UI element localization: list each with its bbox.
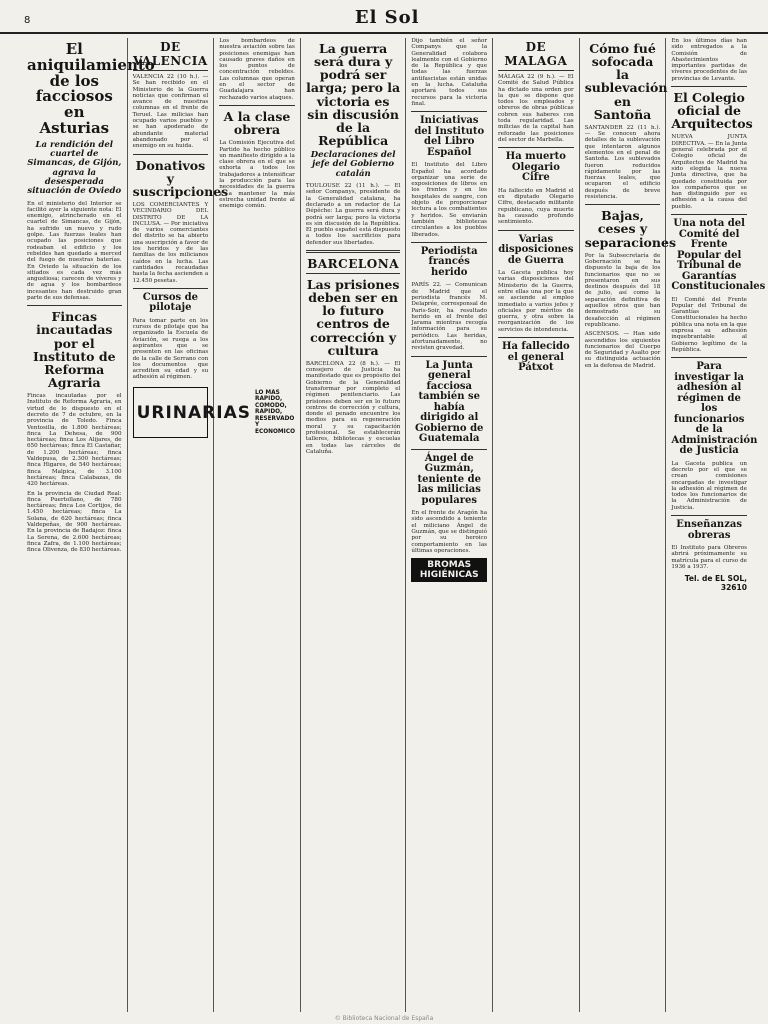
- headline-cifre: Ha muerto Olegario Cifre: [505, 151, 566, 184]
- headline-guatemala: La Junta general facciosa también se había dirigido al Gobierno de Guatemala: [415, 359, 484, 445]
- headline-arquitectos: El Colegio oficial de Arquitectos: [671, 90, 753, 132]
- headline-justicia: Para investigar la adhesión al régimen de los funcionarios de la Administración de Justicia: [671, 361, 758, 457]
- page-number: 8: [24, 15, 31, 26]
- headline-guerra: La guerra será dura y podrá ser larga; pero la victoria es sin discusión de la República: [306, 41, 401, 148]
- divider: [498, 230, 574, 231]
- headline-prisiones: Las prisiones deben ser en lo futuro centros de corrección y cultura: [306, 277, 400, 358]
- headline-libro: Iniciativas del Instituto del Libro Español: [414, 115, 485, 158]
- article-front-body: Los bombardeos de nuestra aviación sobre las posiciones enemigas han causado graves daños en los puntos de concentración rebeldes. Las columnas que operan en el sector de Guadalajara han rechazado varios ataques.: [219, 38, 295, 101]
- article-ascensos-body: ASCENSOS. — Han sido ascendidos los siguientes funcionarios del Cuerpo de Seguridad y Asalto por su distinguida actuación en la defensa de Madrid.: [584, 331, 661, 369]
- headline-bajas: Bajas, ceses y separaciones: [584, 208, 676, 250]
- divider: [498, 337, 574, 338]
- article-tribunal-body: El Comité del Frente Popular del Tribunal de Garantías Constitucionales ha hecho pública una nota en la que expresa su adhesión inquebrantable al Gobierno legítimo de la República.: [671, 296, 747, 353]
- ad-bromas: BROMAS HIGIÉNICAS: [411, 558, 487, 582]
- divider: [411, 449, 487, 450]
- article-donativos-body: LOS COMERCIANTES Y VECINDARIO DEL DISTRITO DE LA INCLUSA. — Por iniciativa de varios comerciantes del distrito se ha abierto una suscripción a favor de los heridos y de las familias de los milicianos caídos en la lucha. Las cantidades recaudadas hasta la fecha ascienden a 12.450 pesetas.: [132, 201, 209, 284]
- ad-urinarias: [133, 387, 296, 439]
- headline-patxot: Ha fallecido el general Pátxot: [502, 341, 570, 374]
- column-8: [666, 38, 766, 1012]
- divider: [585, 204, 661, 205]
- headline-santona: Cómo fué sofocada la sublevación en Santoña: [584, 41, 668, 122]
- article-ensenanzas-body: El Instituto para Obreros abrirá próximamente su matrícula para el curso de 1936 a 1937.: [671, 545, 747, 570]
- article-guzman-body: En el frente de Aragón ha sido ascendido a teniente el miliciano Ángel de Guzmán, que se distinguió por su heroico comportamiento en las últimas operaciones.: [411, 510, 488, 554]
- article-asturias-body: En el ministerio del Interior se facilitó ayer la siguiente nota: El enemigo, atrincherado en el cuartel de Simancas, de Gijón, ha sufrido un nuevo y rudo golpe. Las fuerzas leales han ocupado las posiciones que rodeaban el edificio y los rebeldes han quedado a merced del fuego de nuestras baterías. En Oviedo la situación de los sitiados es cada vez más angustiosa; carecen de víveres y de agua y los bombardeos incesantes han destruido gran parte de sus defensas.: [27, 200, 122, 302]
- section-valencia: DE VALENCIA: [133, 40, 209, 71]
- footer-credit: © Biblioteca Nacional de España: [334, 1015, 434, 1022]
- column-7: [580, 38, 676, 1012]
- headline-periodista: Periodista francés herido: [420, 245, 478, 278]
- headline-fincas: Fincas incautadas por el Instituto de Reforma Agraria: [33, 309, 116, 390]
- article-prisiones-body: BARCELONA 22 (8 h.). — El consejero de Justicia ha manifestado que es propósito del Gobierno de la Generalidad transformar por completo el régimen penitenciario. Las prisiones deben ser en lo futuro centros de corrección y cultura, donde el penado encuentre los medios para su regeneración moral y su capacitación profesional. Se establecerán talleres, bibliotecas y escuelas en todas las cárceles de Cataluña.: [305, 360, 401, 455]
- section-barcelona: BARCELONA: [306, 257, 401, 274]
- article-malaga-body: MÁLAGA 22 (9 h.). — El Comité de Salud Pública ha dictado una orden por la que se dispone que todos los empleados y obreros de obras públicas cobren sus haberes con toda regularidad. Las milicias de la capital han reforzado las posiciones del sector de Marbella.: [498, 74, 574, 143]
- article-clase-obrera-body: La Comisión Ejecutiva del Partido ha hecho público un manifiesto dirigido a la clase obrera en el que se exhorta a todos los trabajadores a intensificar la producción para las necesidades de la guerra y a mantener la más estrecha unidad frente al enemigo común.: [219, 140, 295, 210]
- article-periodista-body: PARÍS 22. — Comunican de Madrid que el periodista francés M. Delaprée, corresponsal de Paris-Soir, ha resultado herido en el frente del Jarama mientras recogía información para su periódico. Las heridas, afortunadamente, no revisten gravedad.: [411, 282, 488, 352]
- article-santona-body: SANTANDER 22 (11 h.). — Se conocen ahora detalles de la sublevación que intentaron algunos elementos en el penal de Santoña. Los sublevados fueron reducidos rápidamente por las fuerzas leales, que ocuparon el edificio después de breve resistencia.: [584, 124, 661, 201]
- divider: [411, 242, 487, 243]
- divider: [671, 357, 747, 358]
- article-valencia-body: VALENCIA 22 (10 h.). — Se han recibido en el Ministerio de la Guerra noticias que confirman el avance de nuestras columnas en el frente de Teruel. Las milicias han ocupado varios pueblos y se han apoderado de abundante material abandonado por el enemigo en su huida.: [132, 74, 209, 150]
- article-bajas-body: Por la Subsecretaría de Gobernación se ha dispuesto la baja de los funcionarios que no se presentaron en sus destinos después del 18 de julio, así como la separación definitiva de aquellos otros que han demostrado su desafección al régimen republicano.: [584, 252, 661, 328]
- subheadline-asturias: La rendición del cuartel de Simancas, de Gijón, agrava la desesperada situación de Oviedo: [27, 139, 122, 197]
- divider: [133, 288, 209, 289]
- article-abastecimientos-body: En los últimos días han sido entregados a la Comisión de Abastecimientos importantes partidas de víveres procedentes de las provincias de Levante.: [671, 38, 747, 82]
- divider: [219, 105, 295, 106]
- divider: [411, 356, 487, 357]
- divider: [133, 154, 209, 155]
- masthead: [0, 0, 768, 34]
- ad-urinarias-tagline: LO MAS RAPIDO, COMODO, RAPIDO, RESERVADO Y ECONOMICO: [254, 389, 296, 435]
- headline-ensenanzas: Enseñanzas obreras: [676, 519, 742, 541]
- divider: [27, 305, 122, 306]
- divider: [411, 111, 487, 112]
- column-5: [406, 38, 493, 1012]
- headline-tribunal: Una nota del Comité del Frente Popular del Tribunal de Garantías Constitucionales: [671, 218, 766, 293]
- divider: [671, 515, 747, 516]
- telephone-line: Tel. de EL SOL, 32610: [684, 574, 747, 593]
- divider: [671, 214, 747, 215]
- article-companys-body: Dijo también el señor Companys que la Generalidad colabora lealmente con el Gobierno de la República y que todas las fuerzas antifascistas están unidas en la lucha. Cataluña aportará todos sus recursos para la victoria final.: [411, 38, 488, 107]
- subheadline-guerra: Declaraciones del jefe del Gobierno catalán: [310, 150, 396, 179]
- headline-clase-obrera: A la clase obrera: [223, 108, 291, 138]
- column-6: [493, 38, 580, 1012]
- headline-asturias: El aniquilamiento de los facciosos en Asturias: [27, 40, 155, 137]
- article-fincas-body: Fincas incautadas por el Instituto de Reforma Agraria, en virtud de lo dispuesto en el decreto de 7 de octubre, en la provincia de Toledo. Finca Ventosilla, de 1.800 hectáreas; finca La Dehesa, de 900 hectáreas; finca Los Alijares, de 650 hectáreas; finca El Castañar, de 1.200 hectáreas; finca Valdepusa, de 2.300 hectáreas; finca Higares, de 540 hectáreas; finca Malpica, de 3.100 hectáreas; finca Calabazas, de 420 hectáreas.: [27, 393, 122, 488]
- article-justicia-body: La Gaceta publica un decreto por el que se crean comisiones encargadas de investigar la adhesión al régimen de todos los funcionarios de la Administración de Justicia.: [671, 460, 747, 511]
- article-pilotaje-body: Para tomar parte en los cursos de pilotaje que ha organizado la Escuela de Aviación, se ruega a los aspirantes que se presenten en las oficinas de la calle de Serrano con los documentos que acrediten su edad y su adhesión al régimen.: [132, 317, 209, 381]
- headline-pilotaje: Cursos de pilotaje: [142, 291, 199, 314]
- column-3: [214, 38, 301, 1012]
- headline-donativos: Donativos y suscripciones: [132, 157, 229, 199]
- article-fincas-body-2: En la provincia de Ciudad Real: finca Puertollano, de 780 hectáreas; finca Los Cortijos, de 1.450 hectáreas; finca La Solana, de 620 hectáreas; finca Valdepeñas, de 900 hectáreas. En la provincia de Badajoz: finca La Serena, de 2.600 hectáreas; finca Zafra, de 1.100 hectáreas; finca Olivenza, de 830 hectáreas.: [27, 490, 122, 554]
- section-malaga: DE MALAGA: [498, 40, 574, 71]
- article-arquitectos-body: NUEVA JUNTA DIRECTIVA. — En la Junta general celebrada por el Colegio oficial de Arquitectos de Madrid ha sido elegida la nueva Junta directiva, que ha quedado constituida por los compañeros que se han distinguido por su adhesión a la causa del pueblo.: [671, 134, 747, 210]
- headline-guerra-disposiciones: Varias disposiciones de Guerra: [498, 233, 574, 266]
- newspaper-columns: [22, 38, 766, 1012]
- article-libro-body: El Instituto del Libro Español ha acordado organizar una serie de exposiciones de libros en los frentes y en los hospitales de sangre, con objeto de proporcionar lectura a los combatientes y heridos. Se enviarán también bibliotecas circulantes a los pueblos liberados.: [411, 162, 488, 238]
- divider: [498, 147, 574, 148]
- column-1: [22, 38, 155, 1012]
- headline-guzman: Ángel de Guzmán, teniente de las milicias populares: [417, 452, 481, 506]
- ad-urinarias-title: URINARIAS: [136, 402, 251, 423]
- divider-double: [306, 250, 401, 253]
- divider: [671, 86, 747, 87]
- article-guerra-body: TOULOUSE 22 (11 h.). — El señor Companys, presidente de la Generalidad catalana, ha declarado a un redactor de La Dépêche: La guerra será dura y podrá ser larga; pero la victoria es sin discusión de la República. El pueblo español está dispuesto a todos los sacrificios para defender sus libertades.: [305, 183, 401, 246]
- article-cifre-body: Ha fallecido en Madrid el ex diputado Olegario Cifre, destacado militante republicano, cuya muerte ha causado profundo sentimiento.: [498, 187, 574, 226]
- column-4: [301, 38, 407, 1012]
- article-guerra-disposiciones-body: La Gaceta publica hoy varias disposiciones del Ministerio de la Guerra, entre ellas una por la que se asciende al empleo inmediato a varios jefes y oficiales por méritos de guerra, y otra sobre la reorganización de los servicios de intendencia.: [498, 270, 574, 333]
- newspaper-title: El Sol: [354, 7, 420, 28]
